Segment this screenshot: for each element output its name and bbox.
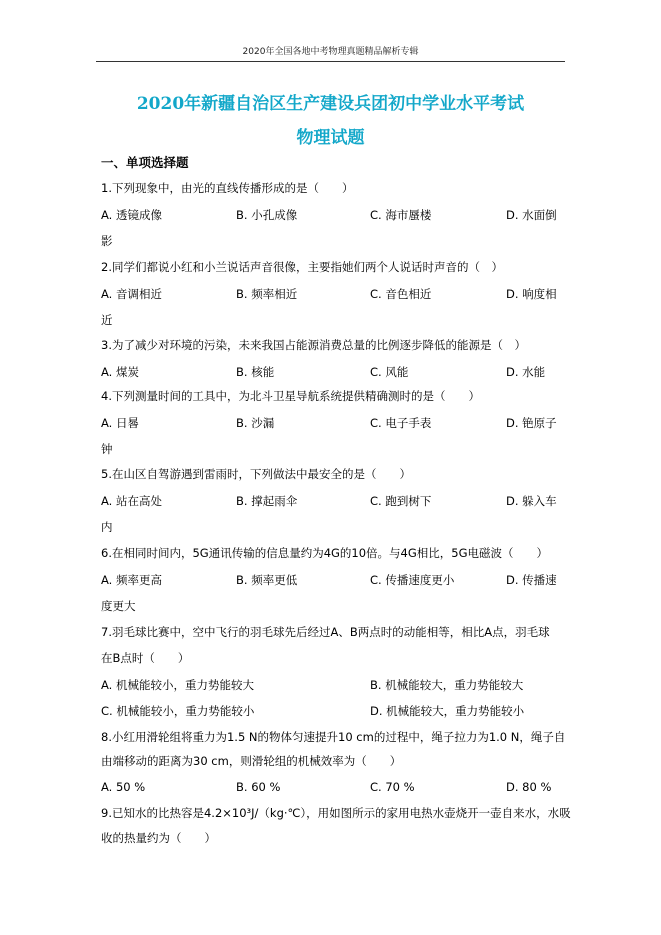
- question-1-option-b: B. 小孔成像: [236, 208, 298, 222]
- question-2-stem: 2.同学们都说小红和小兰说话声音很像，主要指她们两个人说话时声音的（ ）: [101, 260, 503, 274]
- question-6-option-c: C. 传播速度更小: [370, 573, 455, 587]
- question-7-stem-line2: 在B点时（ ）: [101, 651, 190, 665]
- question-1-option-d: D. 水面倒: [506, 208, 557, 222]
- question-8-stem-line2: 由端移动的距离为30 cm，则滑轮组的机械效率为（ ）: [101, 754, 402, 768]
- header-divider: [96, 61, 565, 62]
- question-8-stem: 8.小红用滑轮组将重力为1.5 N的物体匀速提升10 cm的过程中，绳子拉力为1.0 N，绳子自: [101, 730, 566, 744]
- question-3-option-c: C. 风能: [370, 365, 409, 379]
- question-3-option-b: B. 核能: [236, 365, 275, 379]
- question-6-option-b: B. 频率更低: [236, 573, 298, 587]
- question-7-stem: 7.羽毛球比赛中，空中飞行的羽毛球先后经过A、B两点时的动能相等，相比A点，羽毛球: [101, 625, 550, 639]
- question-2-option-b: B. 频率相近: [236, 287, 298, 301]
- question-5-option-d-wrap: 内: [101, 520, 113, 534]
- question-4-option-b: B. 沙漏: [236, 416, 275, 430]
- question-1-option-a: A. 透镜成像: [101, 208, 162, 222]
- question-6-stem: 6.在相同时间内，5G通讯传输的信息量约为4G的10倍。与4G相比，5G电磁波（ ）: [101, 546, 549, 560]
- exam-subtitle: 物理试题: [296, 128, 365, 148]
- question-7-option-b: B. 机械能较大，重力势能较大: [370, 678, 524, 692]
- question-9-stem-line2: 收的热量约为（ ）: [101, 831, 216, 845]
- question-7-option-d: D. 机械能较大，重力势能较小: [370, 704, 525, 718]
- question-6-option-a: A. 频率更高: [101, 573, 162, 587]
- question-7-option-c: C. 机械能较小，重力势能较小: [101, 704, 255, 718]
- question-4-option-d-wrap: 钟: [101, 442, 113, 456]
- question-5-option-a: A. 站在高处: [101, 494, 162, 508]
- question-1-stem: 1.下列现象中，由光的直线传播形成的是（ ）: [101, 181, 354, 195]
- question-5-option-d: D. 躲入车: [506, 494, 557, 508]
- question-4-stem: 4.下列测量时间的工具中，为北斗卫星导航系统提供精确测时的是（ ）: [101, 389, 480, 403]
- question-4-option-a: A. 日晷: [101, 416, 139, 430]
- question-8-option-b: B. 60 %: [236, 780, 281, 794]
- question-7-option-a: A. 机械能较小，重力势能较大: [101, 678, 254, 692]
- question-3-option-a: A. 煤炭: [101, 365, 139, 379]
- question-5-option-b: B. 撑起雨伞: [236, 494, 298, 508]
- question-2-option-a: A. 音调相近: [101, 287, 162, 301]
- question-1-option-d-wrap: 影: [101, 234, 113, 248]
- question-1-option-c: C. 海市蜃楼: [370, 208, 432, 222]
- exam-title: 2020年新疆自治区生产建设兵团初中学业水平考试: [136, 94, 525, 114]
- question-2-option-d: D. 响度相: [506, 287, 557, 301]
- page-header: 2020年全国各地中考物理真题精品解析专辑: [242, 47, 419, 57]
- question-2-option-d-wrap: 近: [101, 313, 113, 327]
- question-9-stem: 9.已知水的比热容是4.2×10³J/（kg·℃），用如图所示的家用电热水壶烧开一壶自来水，水吸: [101, 806, 571, 820]
- question-5-option-c: C. 跑到树下: [370, 494, 432, 508]
- question-8-option-a: A. 50 %: [101, 780, 146, 794]
- question-8-option-d: D. 80 %: [506, 780, 552, 794]
- question-4-option-c: C. 电子手表: [370, 416, 432, 430]
- question-6-option-d-wrap: 度更大: [101, 599, 136, 613]
- question-4-option-d: D. 铯原子: [506, 416, 557, 430]
- question-3-stem: 3.为了减少对环境的污染，未来我国占能源消费总量的比例逐步降低的能源是（ ）: [101, 338, 526, 352]
- question-6-option-d: D. 传播速: [506, 573, 557, 587]
- section-heading: 一、单项选择题: [101, 155, 189, 170]
- question-3-option-d: D. 水能: [506, 365, 546, 379]
- question-2-option-c: C. 音色相近: [370, 287, 432, 301]
- question-5-stem: 5.在山区自驾游遇到雷雨时，下列做法中最安全的是（ ）: [101, 467, 411, 481]
- question-8-option-c: C. 70 %: [370, 780, 415, 794]
